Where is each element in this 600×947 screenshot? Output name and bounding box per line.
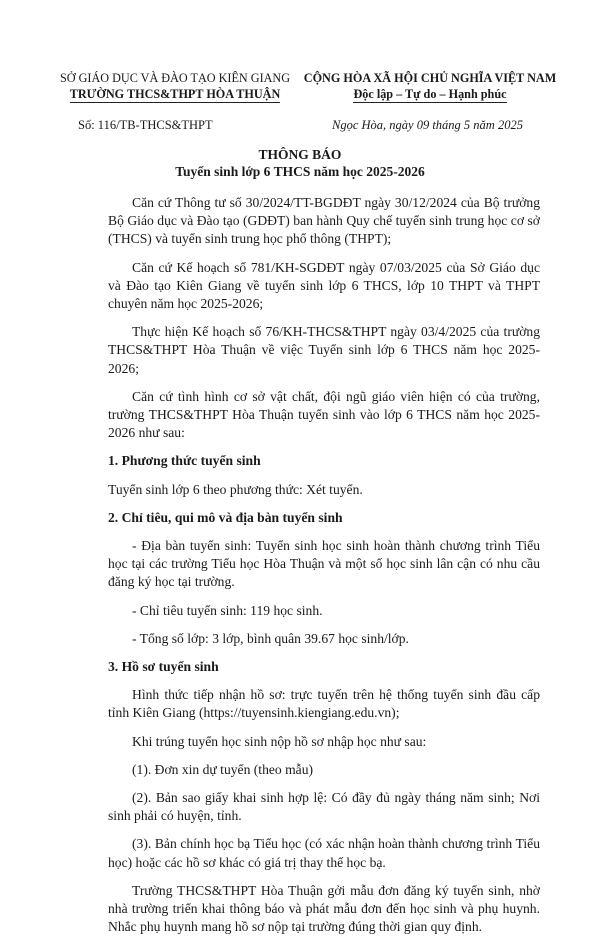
department-name: SỞ GIÁO DỤC VÀ ĐÀO TẠO KIÊN GIANG: [59, 71, 291, 85]
section-1-text: Tuyển sinh lớp 6 theo phương thức: Xét tuyển.: [108, 481, 363, 497]
national-motto: Độc lập – Tự do – Hạnh phúc: [353, 87, 507, 101]
paragraph-legal-basis-1: Căn cứ Thông tư số 30/2024/TT-BGDĐT ngày 30/12/2024 của Bộ trưởng Bộ Giáo dục và Đào tạo (GDĐT) ban hành Quy chế tuyển sinh trung học cơ sở (THCS) và tuyển sinh trung học phổ thông (THPT);: [108, 195, 540, 247]
closing-paragraph: Trường THCS&THPT Hòa Thuận gởi mẫu đơn đăng ký tuyển sinh, nhờ nhà trường triển khai thông báo và phát mẫu đơn đến học sinh và phụ huynh. Nhắc phụ huynh mang hồ sơ nộp tại trường đúng thời gian quy định.: [108, 882, 540, 935]
section-3-item-1: (1). Đơn xin dự tuyển (theo mẫu): [132, 761, 314, 777]
document-title: [0, 146, 600, 180]
school-name: TRƯỜNG THCS&THPT HÒA THUẬN: [69, 87, 281, 101]
document-body: [108, 194, 540, 947]
document-number: Số: 116/TB-THCS&THPT: [78, 118, 213, 132]
section-2-classes: - Tổng số lớp: 3 lớp, bình quân 39.67 học sinh/lớp.: [132, 630, 409, 646]
paragraph-legal-basis-2: Căn cứ Kế hoạch số 781/KH-SGDĐT ngày 07/03/2025 của Sở Giáo dục và Đào tạo Kiên Giang về tuyển sinh lớp 6 THCS, lớp 10 THPT và THPT chuyên năm học 2025-2026;: [108, 259, 540, 312]
section-3-item-2: (2). Bản sao giấy khai sinh hợp lệ: Có đầy đủ ngày tháng năm sinh; Nơi sinh phải có huyện, tỉnh.: [108, 790, 540, 824]
issuer-block: [55, 70, 295, 103]
section-3-heading: 3. Hồ sơ tuyển sinh: [108, 659, 219, 675]
national-heading: [285, 70, 575, 103]
paragraph-legal-basis-3: Thực hiện Kế hoạch số 76/KH-THCS&THPT ngày 03/4/2025 của trường THCS&THPT Hòa Thuận về việc Tuyển sinh lớp 6 THCS năm học 2025-2026;: [108, 324, 540, 376]
section-3-intro: Khi trúng tuyển học sinh nộp hồ sơ nhập học như sau:: [132, 733, 427, 749]
section-2-quota: - Chỉ tiêu tuyển sinh: 119 học sinh.: [132, 602, 323, 618]
country-name: CỘNG HÒA XÃ HỘI CHỦ NGHĨA VIỆT NAM: [303, 71, 557, 85]
section-3-form: Hình thức tiếp nhận hồ sơ: trực tuyến trên hệ thống tuyển sinh đầu cấp tỉnh Kiên Giang (https://tuyensinh.kiengiang.edu.vn);: [108, 687, 540, 721]
place-and-date: Ngọc Hòa, ngày 09 tháng 5 năm 2025: [332, 118, 523, 132]
document-subject: Tuyển sinh lớp 6 THCS năm học 2025-2026: [175, 164, 425, 179]
section-3-item-3: (3). Bản chính học bạ Tiểu học (có xác nhận hoàn thành chương trình Tiểu học) hoặc các hồ sơ khác có giá trị thay thế học bạ.: [108, 836, 540, 870]
section-2-area: - Địa bàn tuyển sinh: Tuyển sinh học sinh hoàn thành chương trình Tiểu học tại các trường Tiểu học Hòa Thuận và một số học sinh lân cận có nhu cầu đăng ký học tại trường.: [108, 538, 540, 590]
paragraph-legal-basis-4: Căn cứ tình hình cơ sở vật chất, đội ngũ giáo viên hiện có của trường, trường THCS&THPT Hòa Thuận tuyển sinh vào lớp 6 THCS năm học 2025-2026 như sau:: [108, 388, 540, 441]
section-1-heading: 1. Phương thức tuyển sinh: [108, 453, 261, 469]
section-2-heading: 2. Chỉ tiêu, qui mô và địa bàn tuyển sinh: [108, 509, 343, 525]
document-type: THÔNG BÁO: [258, 147, 342, 162]
